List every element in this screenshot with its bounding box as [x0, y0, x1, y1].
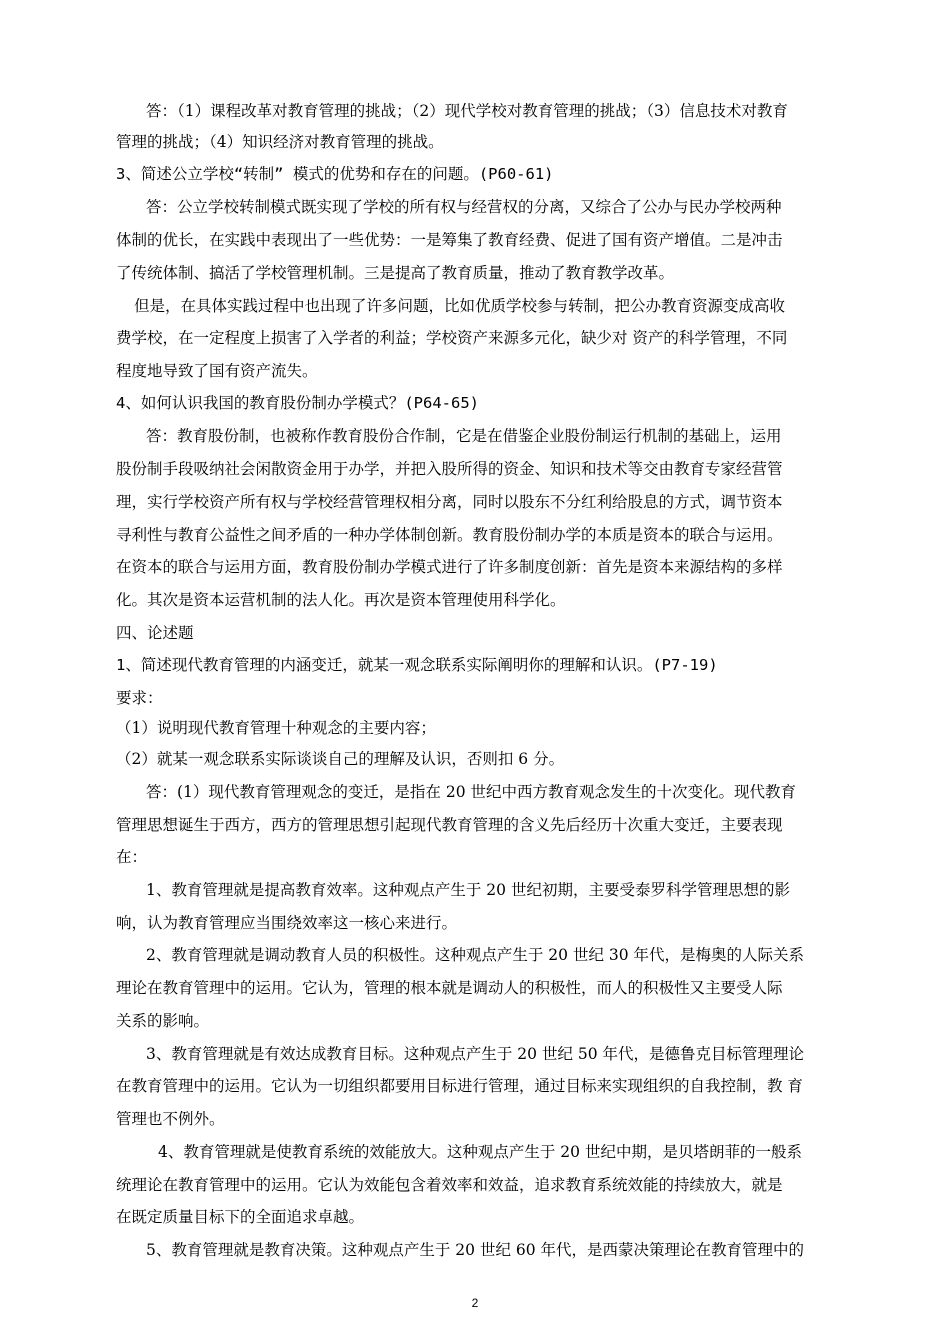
question-heading: 1、简述现代教育管理的内涵变迁，就某一观念联系实际阐明你的理解和认识。(P7-19) [116, 656, 718, 674]
text-line: 股份制手段吸纳社会闲散资金用于办学，并把入股所得的资金、知识和技术等交由教育专家经营管 [116, 460, 783, 478]
text-line: 化。其次是资本运营机制的法人化。再次是资本管理使用科学化。 [116, 591, 566, 609]
text-line: 寻利性与教育公益性之间矛盾的一种办学体制创新。教育股份制办学的本质是资本的联合与运用。 [116, 526, 783, 544]
section-heading: 四、论述题 [116, 624, 194, 642]
text-line: 统理论在教育管理中的运用。它认为效能包含着效率和效益，追求教育系统效能的持续放大，就是 [116, 1176, 783, 1194]
text-line: 但是，在具体实践过程中也出现了许多问题，比如优质学校参与转制，把公办教育资源变成高收 [134, 297, 786, 315]
question-heading: 3、简述公立学校“转制” 模式的优势和存在的问题。(P60-61) [116, 165, 554, 183]
text-line: 2、教育管理就是调动教育人员的积极性。这种观点产生于 20 世纪 30 年代，是梅奥的人际关系 [146, 946, 805, 964]
text-line: （2）就某一观念联系实际谈谈自己的理解及认识，否则扣 6 分。 [116, 750, 565, 768]
text-line: 在： [116, 848, 148, 866]
text-line: 答：公立学校转制模式既实现了学校的所有权与经营权的分离，又综合了公办与民办学校两种 [146, 198, 782, 216]
text-line: 答：（1）课程改革对教育管理的挑战；（2）现代学校对教育管理的挑战；（3）信息技术对教育 [146, 102, 788, 120]
question-heading: 4、如何认识我国的教育股份制办学模式？(P64-65) [116, 394, 479, 412]
text-line: 关系的影响。 [116, 1012, 210, 1030]
text-line: 程度地导致了国有资产流失。 [116, 362, 318, 380]
text-line: 管理也不例外。 [116, 1110, 225, 1128]
page-number: 2 [471, 1296, 479, 1310]
text-line: 管理思想诞生于西方，西方的管理思想引起现代教育管理的含义先后经历十次重大变迁，主要表现 [116, 816, 783, 834]
text-line: 响，认为教育管理应当围绕效率这一核心来进行。 [116, 914, 458, 932]
text-line: （1）说明现代教育管理十种观念的主要内容； [116, 719, 436, 737]
text-line: 体制的优长，在实践中表现出了一些优势：一是筹集了教育经费、促进了国有资产增值。二是冲击 [116, 231, 783, 249]
text-line: 在资本的联合与运用方面，教育股份制办学模式进行了许多制度创新：首先是资本来源结构的多样 [116, 558, 783, 576]
text-line: 4、教育管理就是使教育系统的效能放大。这种观点产生于 20 世纪中期，是贝塔朗菲的一般系 [158, 1143, 802, 1161]
text-line: 了传统体制、搞活了学校管理机制。三是提高了教育质量，推动了教育教学改革。 [116, 264, 675, 282]
text-line: 答：教育股份制，也被称作教育股份合作制，它是在借鉴企业股份制运行机制的基础上，运用 [146, 427, 782, 445]
text-line: 在教育管理中的运用。它认为一切组织都要用目标进行管理，通过目标来实现组织的自我控制，教 育 [116, 1077, 803, 1095]
text-line: 管理的挑战；（4）知识经济对教育管理的挑战。 [116, 133, 444, 151]
text-line: 在既定质量目标下的全面追求卓越。 [116, 1208, 365, 1226]
text-line: 1、教育管理就是提高教育效率。这种观点产生于 20 世纪初期，主要受泰罗科学管理思想的影 [146, 881, 790, 899]
text-line: 理论在教育管理中的运用。它认为，管理的根本就是调动人的积极性，而人的积极性又主要受人际 [116, 979, 783, 997]
text-line: 费学校，在一定程度上损害了入学者的利益；学校资产来源多元化，缺少对 资产的科学管理，不同 [116, 329, 788, 347]
text-line: 理，实行学校资产所有权与学校经营管理权相分离，同时以股东不分红利给股息的方式，调节资本 [116, 493, 783, 511]
text-line: 答：(1）现代教育管理观念的变迁，是指在 20 世纪中西方教育观念发生的十次变化。现代教育 [146, 783, 796, 801]
text-line: 3、教育管理就是有效达成教育目标。这种观点产生于 20 世纪 50 年代，是德鲁克目标管理理论 [146, 1045, 805, 1063]
text-line: 要求： [116, 689, 163, 707]
text-line: 5、教育管理就是教育决策。这种观点产生于 20 世纪 60 年代，是西蒙决策理论在教育管理中的 [146, 1241, 805, 1259]
